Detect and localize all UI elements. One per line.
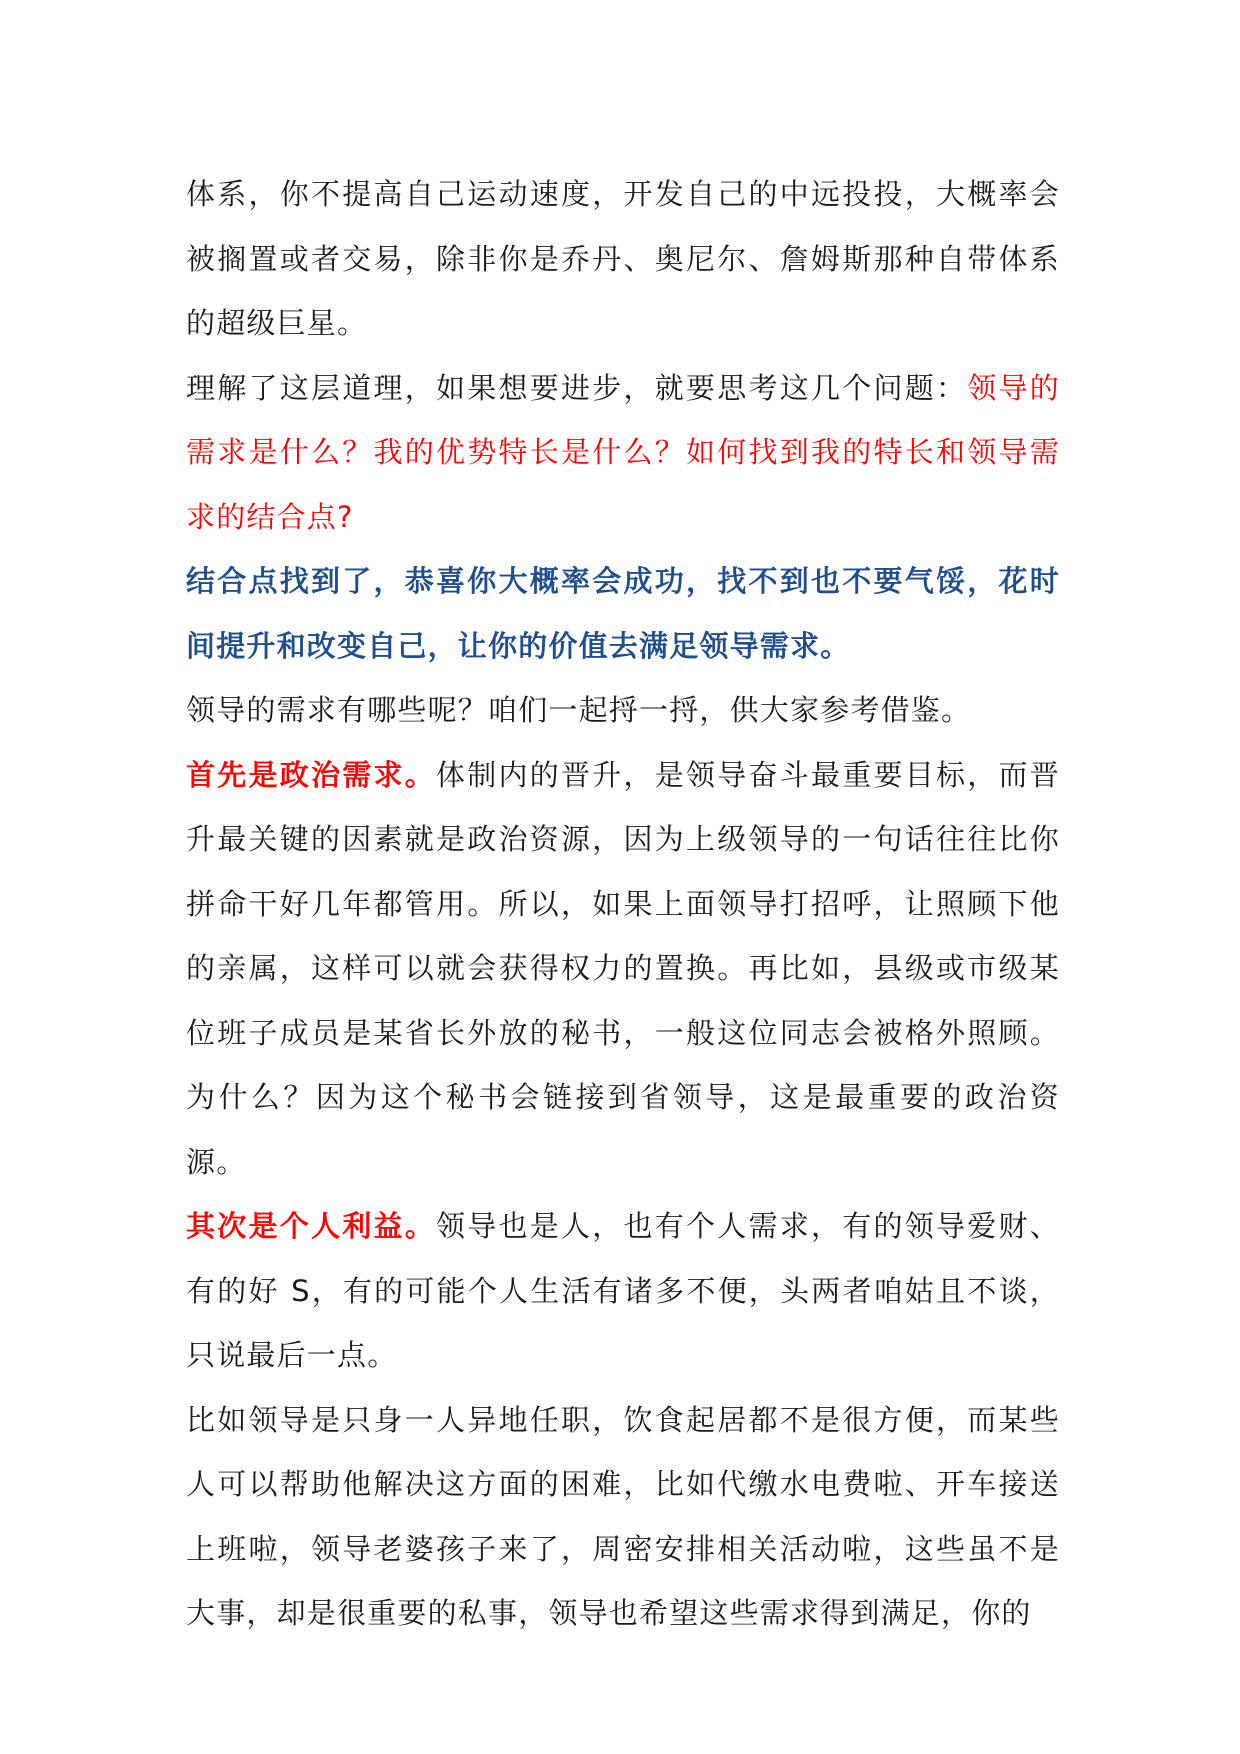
- paragraph-6-heading: 其次是个人利益。: [186, 1209, 437, 1243]
- paragraph-5-heading: 首先是政治需求。: [186, 757, 437, 792]
- paragraph-3-emphasis: 结合点找到了，恭喜你大概率会成功，找不到也不要气馁，花时间提升和改变自己，让你的价值去满足领导需求。: [186, 564, 1060, 663]
- paragraph-4: [186, 678, 1060, 743]
- paragraph-5-text: 体制内的晋升，是领导奋斗最重要目标，而晋升最关键的因素就是政治资源，因为上级领导的一句话往往比你拼命干好几年都管用。所以，如果上面领导打招呼，让照顾下他的亲属，这样可以就会获得权力的置换。再比如，县级或市级某位班子成员是某省长外放的秘书，一般这位同志会被格外照顾。为什么？因为这个秘书会链接到省领导，这是最重要的政治资源。: [186, 757, 1060, 1179]
- paragraph-5: [186, 743, 1060, 1195]
- paragraph-7: [186, 1388, 1060, 1646]
- paragraph-7-text: 比如领导是只身一人异地任职，饮食起居都不是很方便，而某些人可以帮助他解决这方面的困难，比如代缴水电费啦、开车接送上班啦，领导老婆孩子来了，周密安排相关活动啦，这些虽不是大事，却是很重要的私事，领导也希望这些需求得到满足，你的: [186, 1402, 1060, 1630]
- paragraph-3: [186, 549, 1060, 678]
- paragraph-6: [186, 1194, 1060, 1388]
- paragraph-1-text: 体系，你不提高自己运动速度，开发自己的中远投投，大概率会被搁置或者交易，除非你是乔丹、奥尼尔、詹姆斯那种自带体系的超级巨星。: [186, 177, 1060, 340]
- paragraph-2-highlight-questions: 领导的需求是什么？我的优势特长是什么？如何找到我的特长和领导需求的结合点?: [186, 370, 1060, 534]
- paragraph-1: [186, 162, 1060, 356]
- paragraph-6-text: 领导也是人，也有个人需求，有的领导爱财、有的好 S，有的可能个人生活有诸多不便，头两者咱姑且不谈，只说最后一点。: [186, 1209, 1060, 1372]
- paragraph-2-text: 理解了这层道理，如果想要进步，就要思考这几个问题：: [186, 370, 968, 405]
- paragraph-4-text: 领导的需求有哪些呢？咱们一起捋一捋，供大家参考借鉴。: [186, 693, 972, 727]
- document-body: [186, 162, 1060, 1646]
- paragraph-2: [186, 356, 1060, 550]
